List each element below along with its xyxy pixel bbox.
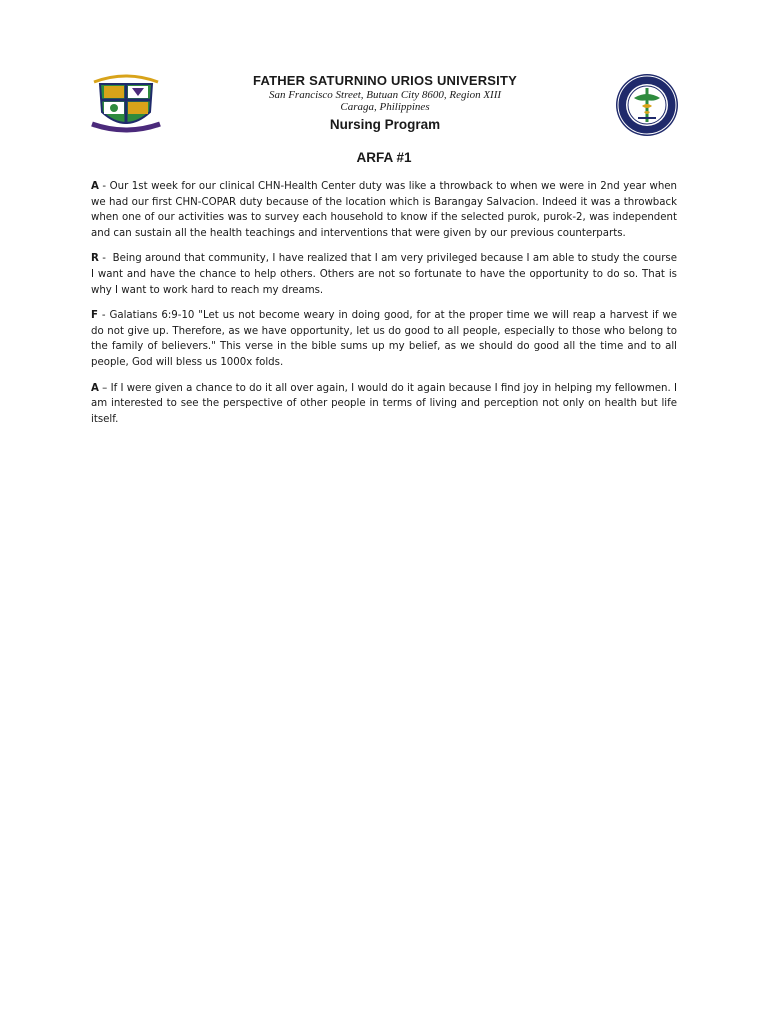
paragraph-f xyxy=(91,308,677,370)
paragraph-text: Galatians 6:9-10 "Let us not become weary in doing good, for at the proper time we will reap a harvest if we do not give up. Therefore, as we have opportunity, let us do good to all people, especially to those who belong to the family of believers." This verse in the bible sums up my belief, as we should do good all the time and to all people, God will bless us 1000x folds. xyxy=(91,310,677,368)
paragraph-a-2 xyxy=(91,381,677,428)
paragraph-letter: A xyxy=(91,181,99,192)
nursing-seal-icon xyxy=(614,72,680,138)
university-seal-logo xyxy=(90,72,162,136)
letterhead-text xyxy=(180,70,590,133)
paragraph-letter: R xyxy=(91,253,99,265)
address-line-2: Caraga, Philippines xyxy=(340,101,430,113)
paragraph-separator: – xyxy=(98,382,111,394)
document-body xyxy=(91,179,677,437)
paragraph-text: Our 1st week for our clinical CHN-Health Center duty was like a throwback to when we were in 2nd year when we had our first CHN-COPAR duty because of the location which is Barangay Salvacion. Indeed it was a throwback when one of our activities was to survey each household to know if the selected purok, purok-2, was independent and can sustain all the health teachings and interventions that were given by our previous counterparts. xyxy=(91,181,677,239)
address-line-1: San Francisco Street, Butuan City 8600, Region XIII xyxy=(268,89,502,101)
university-name: FATHER SATURNINO URIOS UNIVERSITY xyxy=(253,73,517,88)
paragraph-letter: F xyxy=(91,310,98,322)
nursing-program-seal-logo xyxy=(614,72,680,138)
paragraph-r xyxy=(91,251,677,298)
paragraph-separator: - xyxy=(98,253,113,265)
program-name: Nursing Program xyxy=(329,117,441,132)
paragraph-text: Being around that community, I have realized that I am very privileged because I am able to study the course I want and have the chance to help others. Others are not so fortunate to have the opportunity to do so. That is why I want to work hard to reach my dreams. xyxy=(91,253,677,296)
paragraph-letter: A xyxy=(91,382,99,394)
paragraph-separator: - xyxy=(98,181,110,192)
paragraph-separator: - xyxy=(97,310,110,322)
university-seal-icon xyxy=(90,72,162,136)
letterhead xyxy=(90,70,680,140)
paragraph-a-1 xyxy=(91,179,677,241)
paragraph-text: If I were given a chance to do it all over again, I would do it again because I find joy in helping my fellowmen. I am interested to see the perspective of other people in terms of living and perception not only on health but life itself. xyxy=(91,382,677,425)
document-title: ARFA #1 xyxy=(356,150,412,165)
